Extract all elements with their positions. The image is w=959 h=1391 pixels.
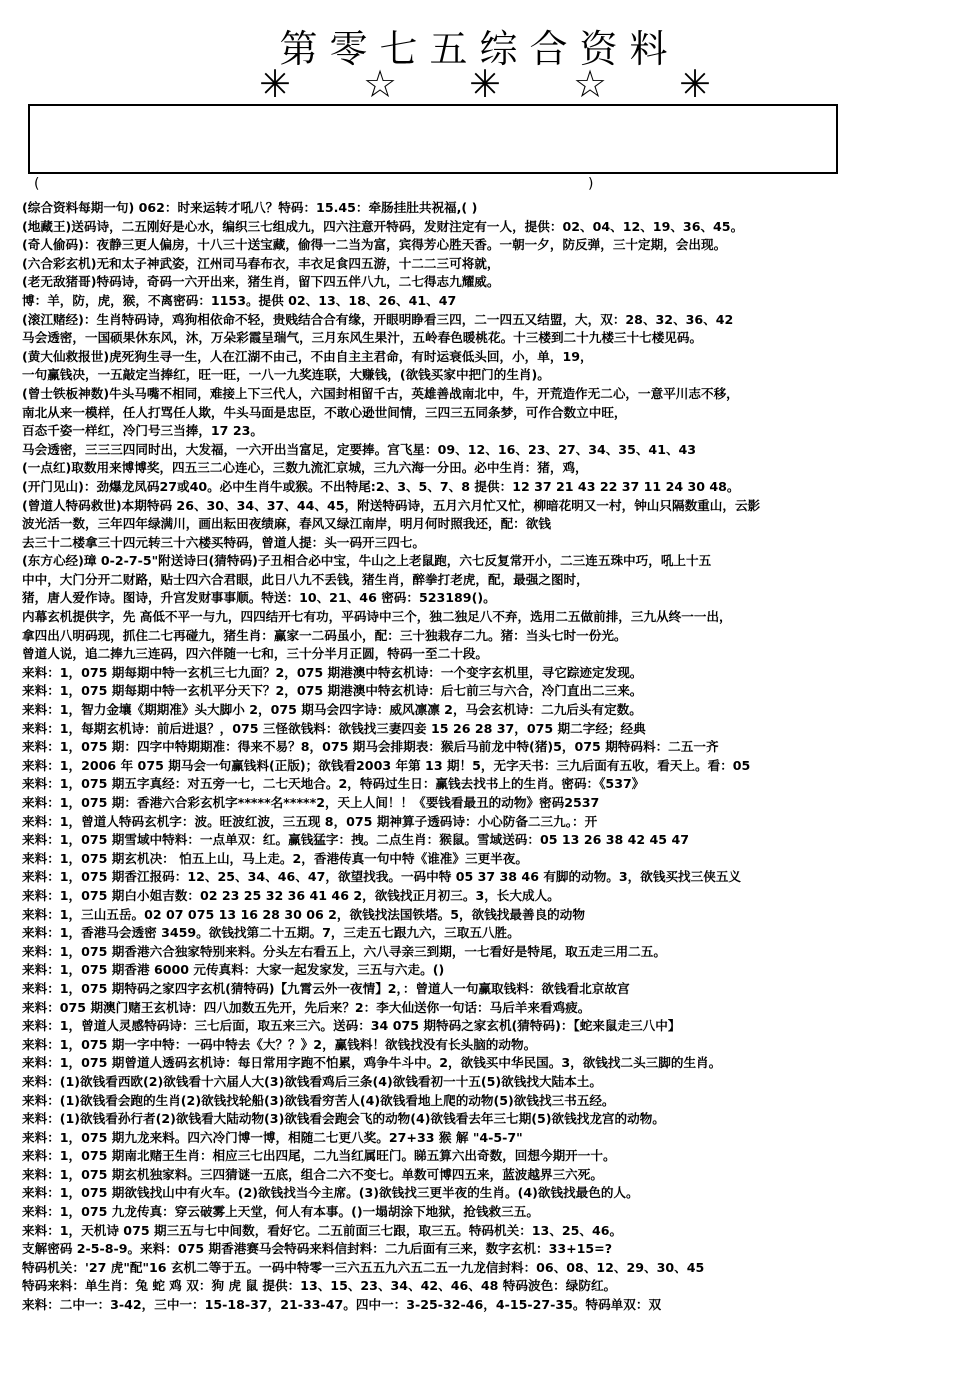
text-line: 来料：(1)欲钱看西欧(2)欲钱看十六届人大(3)欲钱看鸡后三条(4)欲钱看初一十五(5)欲钱找大陆本土。	[22, 1073, 602, 1089]
text-line: 来料：1，075 期每期中特一玄机三七九面？2，075 期港澳中特玄机诗：一个变字玄机里，寻它踪迹定发现。	[22, 664, 643, 680]
text-line: 来料：1，075 期欲钱找山中有火车。(2)欲钱找当今主席。(3)欲钱找三更半夜的生肖。(4)欲钱找最色的人。	[22, 1185, 639, 1201]
text-line: 博：羊，防，虎，猴，不离密码：1153。提供 02、13、18、26、41、47	[22, 292, 457, 308]
text-line: (奇人偷码)：夜静三更人偏房，十八三十送宝藏，偷得一二当为富，宾得芳心胜天香。一朝一夕，防反弹，三十定期，会出现。	[22, 237, 727, 253]
text-line: 来料：1，075 期南北赌王生肖：相应三七出四尾，二九当红属旺门。睇五算六出奇数，回想今期开一十。	[22, 1148, 616, 1164]
text-line: 来料：1，每期玄机诗：前后进退？，075 三怪欲钱料：欲钱找三妻四妾 15 26 28 37，075 期二字经；经典	[22, 720, 646, 736]
text-line: 来料：1，075 期九龙来料。四六冷门博一博，相随二七更八奖。27+33 猴 解 "4-5-7"	[22, 1129, 523, 1145]
text-line: 来料：1，075 期香港 6000 元传真料：大家一起发家发，三五与六走。()	[22, 962, 445, 978]
text-line: 来料：075 期澳门赌王玄机诗：四八加数五先开，先后来？2：李大仙送你一句话：马后羊来看鸡疲。	[22, 999, 591, 1015]
star-icon: ☆	[362, 62, 398, 106]
text-line: 去三十二楼拿三十四元转三十六楼买特码，曾道人提：头一码开三四七。	[22, 534, 425, 550]
text-line: 来料：1，075 九龙传真：穿云破雾上天堂，何人有本事。()一塌胡涂下地狱，抢钱救三五。	[22, 1204, 539, 1220]
text-line: (一点红)取数用来博博奖，四五三二心连心，三数九流汇京城，三九六海一分田。必中生肖：猪，鸡，	[22, 460, 588, 476]
text-line: 来料：1，智力金壤《期期准》头大脚小 2，075 期马会四字诗：威风凛凛 2，马会玄机诗：二九后头有定数。	[22, 702, 642, 718]
text-line: 马会透密，一国硕果休东风，沐，万朵彩霞呈瑞气，三月东风生果汁，五岭春色暖桃花。十三楼到二十九楼三十七楼见码。	[22, 330, 703, 346]
text-line: (曾道人特码救世)本期特码 26、30、34、37、44、45，附送特码诗，五月六月忙又忙，柳暗花明又一村，钟山只隔数重山，云影	[22, 497, 761, 513]
text-line: 来料：1，曾道人灵感特码诗：三七后面，取五来三六。送码：34 075 期特码之家玄机(猜特码)：【蛇来鼠走三八中】	[22, 1018, 681, 1034]
bracket-left: (	[34, 176, 40, 192]
text-line: 支解密码 2-5-8-9。来料：075 期香港赛马会特码来料信封料：二九后面有三来，数字玄机：33+15=?	[22, 1241, 613, 1257]
text-line: 来料：1，075 期白小姐吉数：02 23 25 32 36 41 46 2，欲钱找正月初三。3，长大成人。	[22, 887, 560, 903]
text-line: 内幕玄机提供字，先 高低不平一与九，四四结开七有功，平码诗中三个，独二独足八不弃，选用二五做前排，三九从终一一出，	[22, 609, 732, 625]
star-icon: ✳	[259, 62, 291, 106]
text-line: 来料：1，075 期曾道人透码玄机诗：每日常用字跑不怕累，鸡争牛斗中。2，欲钱买中华民国。3，欲钱找二头三脚的生肖。	[22, 1055, 722, 1071]
text-line: (综合资料每期一句) 062：时来运转才吼八？特码：15.45：牵肠挂肚共祝福,( )	[22, 200, 478, 215]
text-line: (地藏王)送码诗，二五刚好是心水，编织三七组成九，四六注意开特码，发财注定有一人，提供：02、04、12、19、36、45。	[22, 218, 744, 234]
page-title: 第零七五综合资料	[279, 27, 680, 71]
text-line: 一句赢钱决，一五敲定当捧红，旺一旺，一八一九奖连联，大赚钱，(欲钱买家中把门的生肖)。	[22, 367, 550, 383]
text-line: 特码机关：'27 虎"配"16 玄机二等于五。一码中特零一三六五五九六五二五一九龙信封料：06、08、12、29、30、45	[22, 1259, 705, 1275]
bracket-right: )	[588, 176, 594, 192]
text-line: 来料：1，天机诗 075 期三五与七中间数，看好它。二五前面三七跟，取三五。特码机关：13、25、46。	[22, 1222, 623, 1238]
text-line: 来料：1，香港马会透密 3459。欲钱找第二十五期。7，三走五七跟九六，三取五八胜。	[22, 925, 520, 941]
text-line: 波光活一数，三年四年绿满川，画出耘田夜绩麻，春风又绿江南岸，明月何时照我还，配：欲钱	[22, 516, 551, 532]
text-line: 马会透密，三三三四同时出，大发福，一六开出当富足，定要捧。宫飞星：09、12、16、23、27、34、35、41、43	[22, 441, 697, 457]
text-line: 来料：(1)欲钱看会跑的生肖(2)欲钱找轮船(3)欲钱看穷苦人(4)欲钱看地上爬的动物(5)欲钱找三书五经。	[22, 1092, 615, 1108]
empty-banner-box	[28, 104, 838, 174]
text-line: 中中，大门分开二财路，贴士四六合君眼，此日八九不丢钱，猪生肖，醉拳打老虎，配，最强之图时，	[22, 571, 589, 587]
text-line: 来料：1，2006 年 075 期马会一句赢钱料(正版)；欲钱看2003 年第 13 期！5，无字天书：三九后面有五收，看天上。看：05	[22, 757, 751, 773]
star-icon: ✳	[679, 62, 711, 106]
star-icon: ✳	[469, 62, 501, 106]
text-line: 来料：(1)欲钱看孙行者(2)欲钱看大陆动物(3)欲钱看会跑会飞的动物(4)欲钱看去年三七期(5)欲钱找龙宫的动物。	[22, 1111, 665, 1127]
text-line: 南北从来一模样，任人打骂任人欺，牛头马面是忠臣，不敢心逊世间情，三四三五同条梦，可作合数立中旺，	[22, 404, 627, 420]
text-line: 来料：二中一：3-42，三中一：15-18-37，21-33-47。四中一：3-25-32-46，4-15-27-35。特码单双：双	[22, 1297, 662, 1313]
text-line: 来料：1，075 期一字中特：一码中特去《大？？》2，赢钱料！欲钱找没有长头脑的动物。	[22, 1036, 537, 1052]
text-line: 来料：1，075 期玄机决： 怕五上山，马上走。2，香港传真一句中特《谁准》三更半夜。	[22, 850, 528, 866]
text-line: 来料：1，075 期：香港六合彩玄机字*****名*****2，天上人间！！《要钱看最丑的动物》密码2537	[22, 795, 600, 810]
text-line: 曾道人说，追二捧九三连码，四六伴随一七和，三十分半月正圆，特码一至二十段。	[22, 646, 488, 662]
text-line: (东方心经)璋 0-2-7-5"附送诗曰(猜特码)子丑相合必中宝，牛山之上老鼠跑，六七反复常开小，二三连五珠中巧，吼上十五	[22, 553, 712, 569]
text-line: (黄大仙救报世)虎死狗生寻一生，人在江湖不由己，不由自主主君命，有时运衰低头回，小，单，19，	[22, 348, 593, 364]
text-line: 来料：1，075 期香港六合独家特别来料。分头左右看五上，六八寻亲三到期，一七看好是特尾，取五走三用二五。	[22, 943, 666, 959]
text-line: 来料：1，075 期香江报码：12、25、34、46、47，欲望找我。一码中特 05 37 38 46 有脚的动物。3，欲钱买找三侠五义	[22, 869, 742, 885]
text-line: (六合彩玄机)无和太子神武姿，江州司马春布衣，丰衣足食四五游，十二二三可将就，	[22, 255, 500, 271]
text-line: (开门见山)：劲爆龙凤码27或40。必中生肖牛或猴。不出特尾:2、3、5、7、8 提供：12 37 21 43 22 37 11 24 30 48。	[22, 478, 740, 494]
text-line: 来料：1，三山五岳。02 07 075 13 16 28 30 06 2，欲钱找法国铁塔。5，欲钱找最善良的动物	[22, 906, 585, 922]
text-line: (曾士铁板神数)牛头马嘴不相同，难接上下三代人，六国封相留千古，英雄善战南北中，牛，开荒造作无二心，一意平川志不移，	[22, 385, 739, 401]
text-line: 来料：1，曾道人特码玄机字：波。旺波红波，三五现 8，075 期神算子透码诗：小心防备二三九。：开	[22, 813, 598, 829]
text-line: (老无敌猪哥)特码诗，奇码一六开出来，猪生肖，留下四五伴八九，二七得志九耀威。	[22, 274, 500, 290]
text-line: 来料：1，075 期：四字中特期期准：得来不易？8，075 期马会排期表：猴后马前龙中特(猪)5，075 期特码料：二五一齐	[22, 739, 719, 755]
document-body	[22, 199, 952, 1315]
text-line: 来料：1，075 期五字真经：对五旁一七，二七天地合。2，特码过生日：赢钱去找书上的生肖。密码：《537》	[22, 776, 645, 792]
text-line: 百态千姿一样红，冷门号三当捧，17 23。	[22, 423, 263, 439]
text-line: (滚江赌经)：生肖特码诗，鸡狗相依命不轻，贵贱结合合有缘，开眼明睁看三四，二一四五又结盟，大，双：28、32、36、42	[22, 311, 734, 327]
text-line: 来料：1，075 期玄机独家料。三四猜谜一五底，组合二六不变七。单数可博四五来，蓝波越界三六死。	[22, 1166, 603, 1182]
star-icon: ☆	[572, 62, 608, 106]
text-line: 拿四出八明码现，抓住二七再碰九，猪生肖：赢家一二码虽小，配：三十独栽存二九。猪：当头七时一份光。	[22, 627, 627, 643]
text-line: 来料：1，075 期特码之家四字玄机(猜特码)【九霄云外一夜情】2，：曾道人一句赢取钱料：欲钱看北京故宫	[22, 980, 630, 996]
star-decoration-row	[250, 62, 720, 106]
text-line: 特码来料：单生肖：兔 蛇 鸡 双：狗 虎 鼠 提供：13、15、23、34、42、46、48 特码波色：绿防红。	[22, 1278, 617, 1294]
text-line: 来料：1，075 期雪域中特料：一点单双：红。赢钱猛字：拽。二点生肖：猴鼠。雪域送码：05 13 26 38 42 45 47	[22, 832, 689, 848]
text-line: 猪，唐人爱作诗。图诗，升宫发财事事顺。特送：10、21、46 密码：523189()。	[22, 590, 496, 606]
text-line: 来料：1，075 期每期中特一玄机平分天下？2，075 期港澳中特玄机诗：后七前三与六合，冷门直出二三来。	[22, 683, 643, 699]
